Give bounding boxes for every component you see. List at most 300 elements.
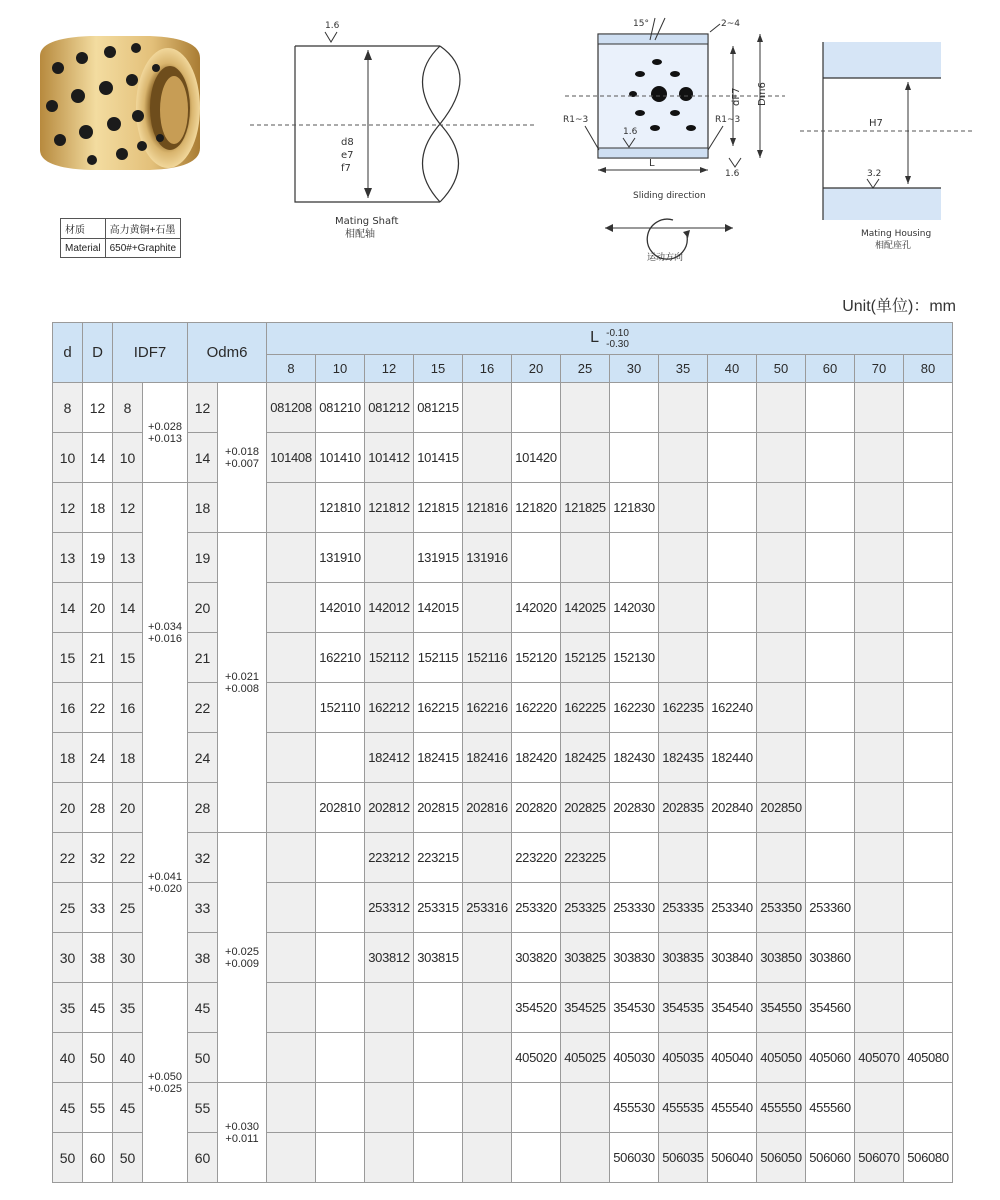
part-code-cell: 253335 (659, 883, 708, 933)
header-D: D (83, 323, 113, 383)
part-code-cell (316, 1133, 365, 1183)
material-value-en: 650#+Graphite (105, 239, 180, 258)
part-code-cell: 081210 (316, 383, 365, 433)
part-code-cell (806, 433, 855, 483)
part-code-cell: 354540 (708, 983, 757, 1033)
cell-D: 24 (83, 733, 113, 783)
part-code-cell (316, 883, 365, 933)
table-row (53, 533, 953, 583)
cell-odm6: 20 (188, 583, 218, 633)
part-code-cell: 202825 (561, 783, 610, 833)
length-header: 35 (659, 355, 708, 383)
part-code-cell (806, 633, 855, 683)
part-code-cell: 101410 (316, 433, 365, 483)
length-header: 30 (610, 355, 659, 383)
part-code-cell: 162210 (316, 633, 365, 683)
part-code-cell (757, 483, 806, 533)
part-code-cell (708, 433, 757, 483)
part-code-cell (904, 833, 953, 883)
part-code-cell: 253360 (806, 883, 855, 933)
bushing-angle: 15° (633, 19, 649, 29)
part-code-cell (757, 433, 806, 483)
cell-odm6: 33 (188, 883, 218, 933)
part-code-cell: 303815 (414, 933, 463, 983)
cell-D: 21 (83, 633, 113, 683)
part-code-cell (904, 533, 953, 583)
part-code-cell: 405060 (806, 1033, 855, 1083)
part-code-cell (806, 733, 855, 783)
cell-odm6: 12 (188, 383, 218, 433)
part-code-cell: 162220 (512, 683, 561, 733)
part-code-cell (806, 833, 855, 883)
length-header: 40 (708, 355, 757, 383)
part-code-cell: 162225 (561, 683, 610, 733)
cell-idf7: 10 (113, 433, 143, 483)
idf7-tolerance (143, 483, 188, 783)
part-code-cell: 202815 (414, 783, 463, 833)
cell-d: 10 (53, 433, 83, 483)
part-code-cell: 253325 (561, 883, 610, 933)
shaft-tol-2: e7 (341, 150, 354, 161)
part-code-cell (757, 533, 806, 583)
part-code-cell (463, 1133, 512, 1183)
table-row (53, 483, 953, 533)
part-code-cell: 131916 (463, 533, 512, 583)
cell-d: 50 (53, 1133, 83, 1183)
L-tol-upper: -0.10 (606, 327, 629, 339)
cell-D: 22 (83, 683, 113, 733)
part-code-cell (414, 1033, 463, 1083)
part-code-cell (855, 433, 904, 483)
part-code-cell (708, 383, 757, 433)
bushing-section-diagram (555, 10, 785, 265)
length-header: 70 (855, 355, 904, 383)
odm6-tolerance (218, 833, 267, 1083)
odm6-tolerance-upper: +0.018 (225, 445, 259, 458)
part-code-cell (757, 633, 806, 683)
part-code-cell (757, 683, 806, 733)
cell-d: 30 (53, 933, 83, 983)
table-row (53, 633, 953, 683)
part-code-cell: 405050 (757, 1033, 806, 1083)
part-code-cell (267, 833, 316, 883)
cell-idf7: 40 (113, 1033, 143, 1083)
part-code-cell (267, 683, 316, 733)
cell-D: 33 (83, 883, 113, 933)
cell-idf7: 45 (113, 1083, 143, 1133)
cell-odm6: 60 (188, 1133, 218, 1183)
cell-D: 55 (83, 1083, 113, 1133)
part-code-cell (855, 733, 904, 783)
bushing-radius-right: R1~3 (715, 115, 741, 125)
part-code-cell (267, 583, 316, 633)
material-value-cn: 高力黄铜+石墨 (105, 219, 180, 239)
header-L-symbol: L (590, 329, 599, 347)
idf7-tolerance-lower: +0.025 (148, 1082, 182, 1095)
part-code-cell: 131910 (316, 533, 365, 583)
header-d: d (53, 323, 83, 383)
cell-idf7: 18 (113, 733, 143, 783)
part-code-cell (267, 483, 316, 533)
part-code-cell: 121812 (365, 483, 414, 533)
part-code-cell: 253350 (757, 883, 806, 933)
part-code-cell: 131915 (414, 533, 463, 583)
header-L (267, 323, 953, 355)
cell-D: 28 (83, 783, 113, 833)
part-code-cell: 405070 (855, 1033, 904, 1083)
part-code-cell (414, 983, 463, 1033)
part-code-cell (855, 483, 904, 533)
cell-D: 12 (83, 383, 113, 433)
cell-d: 16 (53, 683, 83, 733)
length-header: 12 (365, 355, 414, 383)
part-code-cell (904, 983, 953, 1033)
bushing-length-label: L (649, 158, 655, 169)
part-code-cell: 202840 (708, 783, 757, 833)
part-code-cell (365, 1033, 414, 1083)
part-code-cell: 455535 (659, 1083, 708, 1133)
length-header: 16 (463, 355, 512, 383)
part-code-cell: 081215 (414, 383, 463, 433)
part-code-cell: 303835 (659, 933, 708, 983)
table-row (53, 1133, 953, 1183)
part-code-cell (463, 583, 512, 633)
part-code-cell (904, 383, 953, 433)
cell-odm6: 50 (188, 1033, 218, 1083)
table-row (53, 733, 953, 783)
part-code-cell: 405025 (561, 1033, 610, 1083)
part-code-cell: 405040 (708, 1033, 757, 1083)
part-code-cell: 303860 (806, 933, 855, 983)
part-code-cell: 506035 (659, 1133, 708, 1183)
part-code-cell: 202812 (365, 783, 414, 833)
part-code-cell: 162216 (463, 683, 512, 733)
part-code-cell (267, 1083, 316, 1133)
part-code-cell: 253320 (512, 883, 561, 933)
part-code-cell (267, 633, 316, 683)
part-code-cell: 202830 (610, 783, 659, 833)
part-code-cell: 455550 (757, 1083, 806, 1133)
part-code-cell (414, 1133, 463, 1183)
part-code-cell: 405035 (659, 1033, 708, 1083)
part-code-cell (855, 583, 904, 633)
cell-odm6: 45 (188, 983, 218, 1033)
part-code-cell: 162212 (365, 683, 414, 733)
part-code-cell (610, 433, 659, 483)
odm6-tolerance (218, 383, 267, 533)
odm6-tolerance-upper: +0.030 (225, 1120, 259, 1133)
cell-idf7: 13 (113, 533, 143, 583)
cell-odm6: 55 (188, 1083, 218, 1133)
idf7-tolerance-upper: +0.034 (148, 620, 182, 633)
bushing-inner-dim: dF7 (731, 87, 742, 106)
part-code-cell: 202820 (512, 783, 561, 833)
part-code-cell: 303812 (365, 933, 414, 983)
part-code-cell: 202816 (463, 783, 512, 833)
part-code-cell (316, 1033, 365, 1083)
part-code-cell: 142025 (561, 583, 610, 633)
cell-D: 38 (83, 933, 113, 983)
cell-odm6: 14 (188, 433, 218, 483)
part-code-cell (512, 383, 561, 433)
part-code-cell (904, 433, 953, 483)
part-code-cell: 223220 (512, 833, 561, 883)
part-code-cell: 253316 (463, 883, 512, 933)
part-code-cell: 506080 (904, 1133, 953, 1183)
L-tol-lower: -0.30 (606, 338, 629, 350)
part-code-cell (463, 433, 512, 483)
bushing-roughness-outer: 1.6 (725, 169, 740, 179)
part-code-cell: 506050 (757, 1133, 806, 1183)
part-code-cell (855, 883, 904, 933)
part-code-cell (904, 783, 953, 833)
part-code-cell (316, 733, 365, 783)
part-code-cell (659, 433, 708, 483)
cell-D: 60 (83, 1133, 113, 1183)
odm6-tolerance (218, 1083, 267, 1183)
part-code-cell: 182430 (610, 733, 659, 783)
part-code-cell (316, 933, 365, 983)
part-code-cell: 202810 (316, 783, 365, 833)
part-code-cell (904, 483, 953, 533)
part-code-cell (757, 733, 806, 783)
part-code-cell: 121820 (512, 483, 561, 533)
part-code-cell: 182412 (365, 733, 414, 783)
cell-idf7: 8 (113, 383, 143, 433)
cell-D: 14 (83, 433, 113, 483)
part-code-cell (316, 983, 365, 1033)
part-code-cell: 121810 (316, 483, 365, 533)
part-code-cell: 182416 (463, 733, 512, 783)
part-code-cell: 303850 (757, 933, 806, 983)
odm6-tolerance (218, 533, 267, 833)
part-code-cell (365, 533, 414, 583)
part-code-cell (463, 1033, 512, 1083)
idf7-tolerance-lower: +0.013 (148, 432, 182, 445)
sliding-direction-cn: 运动方向 (647, 253, 684, 263)
length-header: 60 (806, 355, 855, 383)
part-code-cell: 405020 (512, 1033, 561, 1083)
cell-idf7: 50 (113, 1133, 143, 1183)
header-idf7: IDF7 (113, 323, 188, 383)
part-code-cell: 182440 (708, 733, 757, 783)
part-code-cell (610, 833, 659, 883)
cell-odm6: 24 (188, 733, 218, 783)
part-code-cell: 354520 (512, 983, 561, 1033)
part-code-cell: 162240 (708, 683, 757, 733)
part-code-cell: 121825 (561, 483, 610, 533)
part-code-cell (659, 583, 708, 633)
cell-d: 14 (53, 583, 83, 633)
part-code-cell: 506040 (708, 1133, 757, 1183)
part-code-cell (855, 383, 904, 433)
part-code-cell (806, 483, 855, 533)
part-code-cell (855, 1083, 904, 1133)
part-code-cell (267, 1033, 316, 1083)
housing-roughness: 3.2 (867, 169, 882, 179)
cell-idf7: 12 (113, 483, 143, 533)
part-code-cell: 405080 (904, 1033, 953, 1083)
idf7-tolerance (143, 383, 188, 483)
part-code-cell (904, 933, 953, 983)
part-code-cell: 162230 (610, 683, 659, 733)
cell-odm6: 21 (188, 633, 218, 683)
part-code-cell (659, 483, 708, 533)
cell-idf7: 30 (113, 933, 143, 983)
cell-D: 20 (83, 583, 113, 633)
length-header: 50 (757, 355, 806, 383)
part-code-cell: 455530 (610, 1083, 659, 1133)
part-code-cell (757, 583, 806, 633)
shaft-caption-en: Mating Shaft (335, 216, 399, 227)
cell-idf7: 25 (113, 883, 143, 933)
part-code-cell (855, 833, 904, 883)
part-code-cell (267, 1133, 316, 1183)
part-code-cell (708, 833, 757, 883)
part-code-cell (904, 1083, 953, 1133)
part-code-cell: 354535 (659, 983, 708, 1033)
table-row (53, 783, 953, 833)
part-code-cell: 354560 (806, 983, 855, 1033)
part-code-cell (708, 533, 757, 583)
part-code-cell: 162235 (659, 683, 708, 733)
part-code-cell (855, 533, 904, 583)
part-code-cell (708, 583, 757, 633)
part-code-cell (561, 1083, 610, 1133)
part-code-cell (855, 633, 904, 683)
part-code-cell: 152116 (463, 633, 512, 683)
part-code-cell: 223225 (561, 833, 610, 883)
shaft-tol-3: f7 (341, 163, 351, 174)
part-code-cell: 253312 (365, 883, 414, 933)
part-code-cell (463, 933, 512, 983)
part-code-cell: 152130 (610, 633, 659, 683)
cell-d: 25 (53, 883, 83, 933)
housing-tolerance: H7 (869, 118, 883, 129)
part-code-cell (806, 383, 855, 433)
part-code-cell: 142010 (316, 583, 365, 633)
material-label-cn: 材质 (61, 219, 106, 239)
part-code-cell: 223212 (365, 833, 414, 883)
part-code-cell (463, 1083, 512, 1133)
part-code-cell (512, 533, 561, 583)
bushing-product-image (30, 28, 210, 178)
odm6-tolerance-lower: +0.009 (225, 957, 259, 970)
idf7-tolerance-upper: +0.028 (148, 420, 182, 433)
bushing-outer-dim: Dm6 (757, 82, 768, 106)
bushing-roughness-inner: 1.6 (623, 127, 638, 137)
cell-d: 45 (53, 1083, 83, 1133)
part-code-cell: 303820 (512, 933, 561, 983)
part-code-cell: 303840 (708, 933, 757, 983)
part-code-cell: 182425 (561, 733, 610, 783)
table-row (53, 433, 953, 483)
idf7-tolerance (143, 983, 188, 1183)
part-code-cell (757, 383, 806, 433)
idf7-tolerance (143, 783, 188, 983)
bushing-chamfer: 2~4 (721, 19, 740, 29)
mating-housing-diagram (795, 38, 975, 253)
idf7-tolerance-upper: +0.050 (148, 1070, 182, 1083)
part-code-cell (414, 1083, 463, 1133)
part-code-cell: 142012 (365, 583, 414, 633)
part-code-cell (904, 733, 953, 783)
part-code-cell (267, 733, 316, 783)
part-code-cell: 202835 (659, 783, 708, 833)
cell-d: 22 (53, 833, 83, 883)
part-code-cell: 081212 (365, 383, 414, 433)
odm6-tolerance-lower: +0.011 (225, 1132, 259, 1145)
cell-d: 15 (53, 633, 83, 683)
part-code-cell (365, 1083, 414, 1133)
cell-d: 8 (53, 383, 83, 433)
part-code-cell: 506070 (855, 1133, 904, 1183)
table-row (53, 583, 953, 633)
cell-idf7: 14 (113, 583, 143, 633)
part-code-cell (806, 583, 855, 633)
part-code-cell: 303830 (610, 933, 659, 983)
length-header: 20 (512, 355, 561, 383)
part-code-cell (855, 983, 904, 1033)
material-label-en: Material (61, 239, 106, 258)
part-code-cell: 152115 (414, 633, 463, 683)
part-code-cell: 152120 (512, 633, 561, 683)
part-code-cell: 121816 (463, 483, 512, 533)
part-code-cell (512, 1083, 561, 1133)
cell-D: 19 (83, 533, 113, 583)
length-header: 15 (414, 355, 463, 383)
part-code-cell: 253340 (708, 883, 757, 933)
shaft-roughness: 1.6 (325, 21, 340, 31)
part-code-cell: 354530 (610, 983, 659, 1033)
part-code-cell (267, 883, 316, 933)
header-odm6: Odm6 (188, 323, 267, 383)
part-code-cell (610, 383, 659, 433)
cell-idf7: 22 (113, 833, 143, 883)
length-header: 8 (267, 355, 316, 383)
table-row (53, 1083, 953, 1133)
part-code-cell (561, 1133, 610, 1183)
part-code-cell (659, 533, 708, 583)
idf7-tolerance-lower: +0.020 (148, 882, 182, 895)
cell-d: 18 (53, 733, 83, 783)
part-code-cell: 152110 (316, 683, 365, 733)
cell-D: 18 (83, 483, 113, 533)
part-code-cell (267, 983, 316, 1033)
table-row (53, 683, 953, 733)
cell-D: 45 (83, 983, 113, 1033)
part-code-cell: 354525 (561, 983, 610, 1033)
cell-odm6: 28 (188, 783, 218, 833)
part-code-cell (904, 583, 953, 633)
part-code-cell (316, 833, 365, 883)
part-code-cell (806, 533, 855, 583)
part-code-cell: 152112 (365, 633, 414, 683)
part-code-cell: 253330 (610, 883, 659, 933)
cell-d: 35 (53, 983, 83, 1033)
idf7-tolerance-lower: +0.016 (148, 632, 182, 645)
part-code-cell: 182435 (659, 733, 708, 783)
shaft-tol-1: d8 (341, 137, 354, 148)
part-code-cell: 253315 (414, 883, 463, 933)
part-code-cell (463, 833, 512, 883)
housing-caption-en: Mating Housing (861, 229, 932, 239)
part-code-cell: 506030 (610, 1133, 659, 1183)
cell-odm6: 19 (188, 533, 218, 583)
cell-idf7: 20 (113, 783, 143, 833)
part-code-cell (855, 933, 904, 983)
part-code-cell (806, 683, 855, 733)
